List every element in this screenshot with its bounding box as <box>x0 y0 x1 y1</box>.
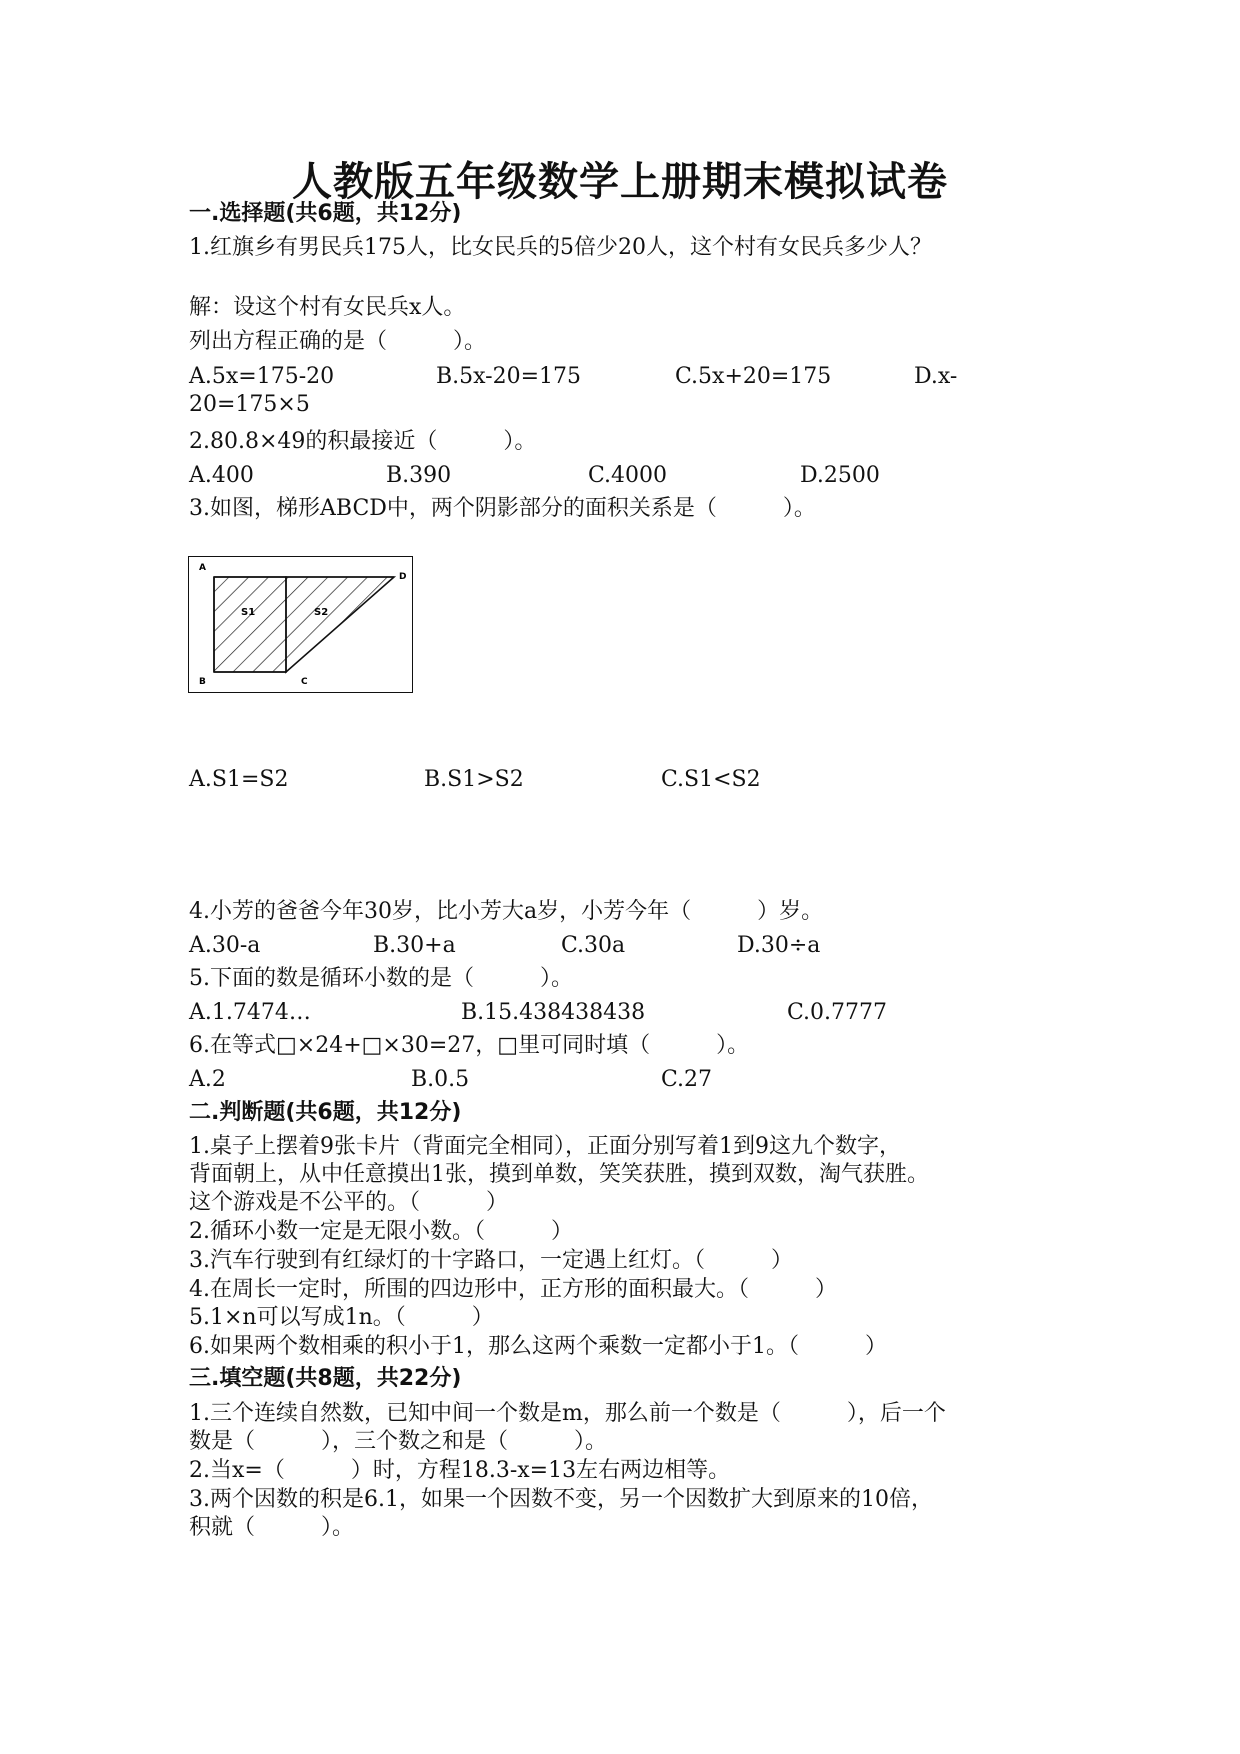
label-a: A <box>199 563 206 573</box>
q2-option-b[interactable]: B.390 <box>386 463 452 488</box>
label-s2: S2 <box>314 607 329 618</box>
q5-option-b[interactable]: B.15.438438438 <box>461 1000 646 1025</box>
fill-line: 积就（ ）。 <box>189 1515 355 1540</box>
q4-stem: 4.小芳的爸爸今年30岁，比小芳大a岁，小芳今年（ ）岁。 <box>189 899 824 924</box>
q3-stem: 3.如图，梯形ABCD中，两个阴影部分的面积关系是（ ）。 <box>189 496 816 521</box>
q1-option-a[interactable]: A.5x=175-20 <box>189 364 335 389</box>
q4-option-b[interactable]: B.30+a <box>373 933 456 958</box>
page-title: 人教版五年级数学上册期末模拟试卷 <box>292 158 948 205</box>
q2-option-c[interactable]: C.4000 <box>588 463 668 488</box>
judge-line: 这个游戏是不公平的。（ ） <box>189 1190 509 1215</box>
fill-line: 1.三个连续自然数，已知中间一个数是m，那么前一个数是（ ），后一个 <box>189 1401 946 1426</box>
q6-option-a[interactable]: A.2 <box>189 1067 226 1092</box>
fill-line: 2.当x=（ ）时，方程18.3-x=13左右两边相等。 <box>189 1458 731 1483</box>
fill-line: 3.两个因数的积是6.1，如果一个因数不变，另一个因数扩大到原来的10倍， <box>189 1487 933 1512</box>
label-s1: S1 <box>241 607 256 618</box>
q6-stem: 6.在等式□×24+□×30=27，□里可同时填（ ）。 <box>189 1033 750 1058</box>
trapezoid-figure <box>188 556 413 693</box>
judge-line: 背面朝上，从中任意摸出1张，摸到单数，笑笑获胜，摸到双数，淘气获胜。 <box>189 1162 929 1187</box>
label-b: B <box>199 677 206 687</box>
judge-line: 1.桌子上摆着9张卡片（背面完全相同），正面分别写着1到9这九个数字， <box>189 1134 901 1159</box>
q2-option-d[interactable]: D.2500 <box>800 463 880 488</box>
q4-option-d[interactable]: D.30÷a <box>737 933 821 958</box>
q1-option-b[interactable]: B.5x-20=175 <box>436 364 582 389</box>
q1-solution-line: 解：设这个村有女民兵x人。 <box>189 295 466 320</box>
judge-line: 4.在周长一定时，所围的四边形中，正方形的面积最大。（ ） <box>189 1277 837 1302</box>
judge-line: 6.如果两个数相乘的积小于1，那么这两个乘数一定都小于1。（ ） <box>189 1334 887 1359</box>
q3-option-b[interactable]: B.S1>S2 <box>424 767 524 792</box>
q5-stem: 5.下面的数是循环小数的是（ ）。 <box>189 966 573 991</box>
q5-option-c[interactable]: C.0.7777 <box>787 1000 888 1025</box>
region-s1 <box>214 577 286 672</box>
q4-option-a[interactable]: A.30-a <box>189 933 261 958</box>
section-heading-fill: 三.填空题(共8题，共22分) <box>189 1366 462 1391</box>
region-s2 <box>286 577 394 672</box>
label-c: C <box>301 677 308 687</box>
judge-line: 3.汽车行驶到有红绿灯的十字路口，一定遇上红灯。（ ） <box>189 1248 793 1273</box>
q4-option-c[interactable]: C.30a <box>561 933 626 958</box>
q1-prompt: 列出方程正确的是（ ）。 <box>189 329 487 354</box>
q1-stem: 1.红旗乡有男民兵175人，比女民兵的5倍少20人，这个村有女民兵多少人？ <box>189 235 932 260</box>
q1-option-c[interactable]: C.5x+20=175 <box>675 364 832 389</box>
q2-option-a[interactable]: A.400 <box>189 463 254 488</box>
judge-line: 5.1×n可以写成1n。（ ） <box>189 1305 494 1330</box>
section-heading-choice: 一.选择题(共6题，共12分) <box>189 201 462 226</box>
q3-option-c[interactable]: C.S1<S2 <box>661 767 761 792</box>
label-d: D <box>399 572 407 582</box>
q3-option-a[interactable]: A.S1=S2 <box>189 767 289 792</box>
q1-option-d-continued: 20=175×5 <box>189 392 310 417</box>
q1-option-d[interactable]: D.x- <box>914 364 958 389</box>
q6-option-c[interactable]: C.27 <box>661 1067 713 1092</box>
fill-line: 数是（ ），三个数之和是（ ）。 <box>189 1429 608 1454</box>
q2-stem: 2.80.8×49的积最接近（ ）。 <box>189 429 537 454</box>
q5-option-a[interactable]: A.1.7474… <box>189 1000 311 1025</box>
section-heading-judge: 二.判断题(共6题，共12分) <box>189 1100 462 1125</box>
judge-line: 2.循环小数一定是无限小数。（ ） <box>189 1219 573 1244</box>
q6-option-b[interactable]: B.0.5 <box>411 1067 470 1092</box>
